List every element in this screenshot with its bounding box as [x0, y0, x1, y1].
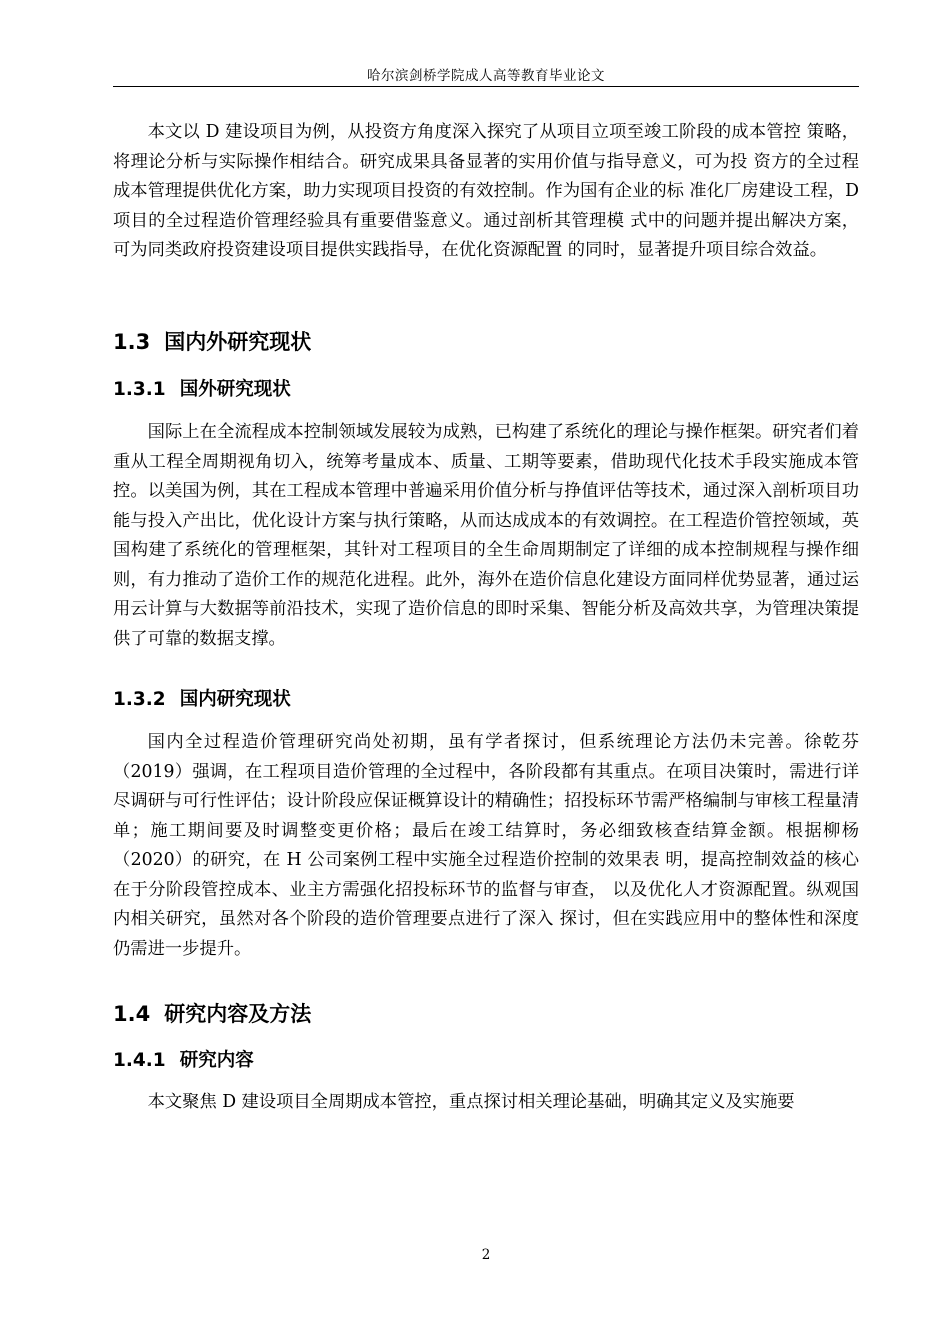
section-number: 1.3.1 [113, 379, 166, 400]
paragraph-text: 国际上在全流程成本控制领域发展较为成熟，已构建了系统化的理论与操作框架。研究者们着重从工程全周期视角切入，统筹考量成本、质量、工期等要素，借助现代化技术手段实施成本管控。以美国为例，其在工程成本管理中普遍采用价值分析与挣值评估等技术，通过深入剖析项目功能与投入产出比，优化设计方案与执行策略，从而达成成本的有效调控。在工程造价管控领域，英国构建了系统化的管理框架，其针对工程项目的全生命周期制定了详细的成本控制规程与操作细则，有力推动了造价工作的规范化进程。此外，海外在造价信息化建设方面同样优势显著，通过运用云计算与大数据等前沿技术，实现了造价信息的即时采集、智能分析及高效共享，为管理决策提供了可靠的数据支撑。 [113, 422, 859, 649]
paragraph-domestic-research [113, 728, 859, 964]
section-heading-1-3-2 [113, 685, 291, 711]
section-heading-1-4 [113, 998, 311, 1028]
page-header: 哈尔滨剑桥学院成人高等教育毕业论文 [367, 68, 605, 84]
paragraph-text: 国内全过程造价管理研究尚处初期，虽有学者探讨，但系统理论方法仍未完善。徐乾芬（2019）强调，在工程项目造价管理的全过程中，各阶段都有其重点。在项目决策时，需进行详尽调研与可行性评估；设计阶段应保证概算设计的精确性；招投标环节需严格编制与审核工程量清单；施工期间要及时调整变更价格；最后在竣工结算时，务必细致核查结算金额。根据柳杨（2020）的研究，在 H 公司案例工程中实施全过程造价控制的效果表 明，提高控制效益的核心在于分阶段管控成本、业主方需强化招投标环节的监督与审查， 以及优化人才资源配置。纵观国内相关研究，虽然对各个阶段的造价管理要点进行了深入 探讨，但在实践应用中的整体性和深度仍需进一步提升。 [113, 732, 859, 959]
paragraph-foreign-research [113, 418, 859, 654]
page-number: 2 [481, 1247, 491, 1263]
paragraph-research-significance [113, 118, 859, 266]
section-heading-1-3-1 [113, 375, 291, 401]
header-divider [113, 86, 859, 87]
paragraph-text: 本文以 D 建设项目为例，从投资方角度深入探究了从项目立项至竣工阶段的成本管控 策略，将理论分析与实际操作相结合。研究成果具备显著的实用价值与指导意义，可为投 资方的全过程成本管理提供优化方案，助力实现项目投资的有效控制。作为国有企业的标 准化厂房建设工程，D 项目的全过程造价管理经验具有重要借鉴意义。通过剖析其管理模 式中的问题并提出解决方案，可为同类政府投资建设项目提供实践指导，在优化资源配置 的同时，显著提升项目综合效益。 [113, 122, 859, 260]
section-title: 国内研究现状 [179, 689, 291, 710]
paragraph-research-content [113, 1088, 859, 1118]
section-title: 国内外研究现状 [164, 330, 312, 354]
section-title: 国外研究现状 [179, 379, 291, 400]
paragraph-text: 本文聚焦 D 建设项目全周期成本管控，重点探讨相关理论基础，明确其定义及实施要 [147, 1092, 795, 1112]
section-number: 1.3.2 [113, 689, 166, 710]
section-heading-1-3 [113, 326, 311, 356]
section-title: 研究内容 [179, 1050, 254, 1071]
section-number: 1.3 [113, 330, 151, 354]
section-title: 研究内容及方法 [164, 1002, 312, 1026]
section-number: 1.4 [113, 1002, 151, 1026]
section-number: 1.4.1 [113, 1050, 166, 1071]
section-heading-1-4-1 [113, 1046, 254, 1072]
